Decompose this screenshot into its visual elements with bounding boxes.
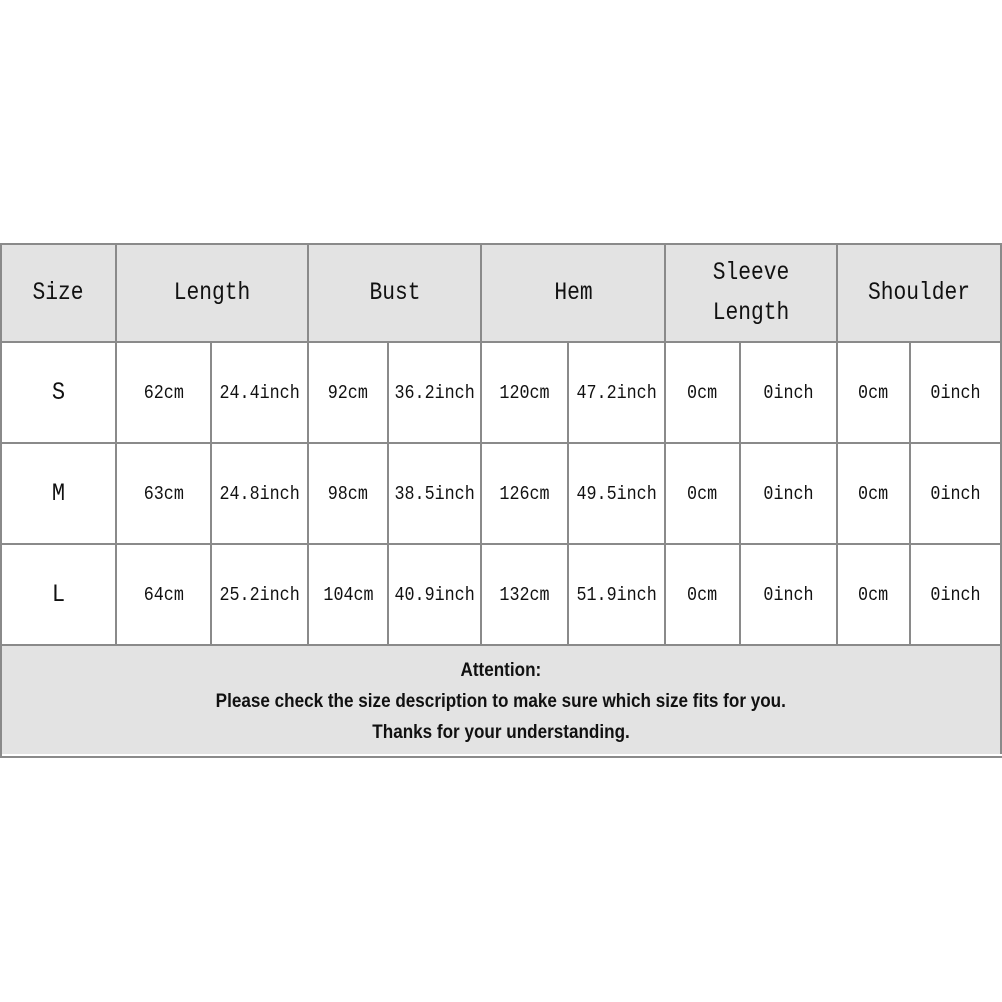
length-inch-cell: 24.8inch	[212, 444, 309, 545]
table-header-row	[2, 245, 1002, 343]
hem-cm-cell: 132cm	[482, 545, 569, 646]
shoulder-cm-cell: 0cm	[838, 343, 911, 444]
attention-note	[2, 646, 1002, 754]
attention-line-1: Please check the size description to make sure which size fits for you.	[215, 691, 787, 712]
bust-cm-cell: 104cm	[309, 545, 389, 646]
sleeve-inch-cell: 0inch	[741, 545, 838, 646]
header-shoulder: Shoulder	[838, 245, 1002, 343]
hem-inch-cell: 51.9inch	[569, 545, 666, 646]
header-sleeve-length: Sleeve Length	[666, 245, 838, 343]
size-cell: M	[2, 444, 117, 545]
attention-line-2: Thanks for your understanding.	[372, 722, 630, 743]
header-bust: Bust	[309, 245, 482, 343]
bust-inch-cell: 38.5inch	[389, 444, 482, 545]
length-inch-cell: 24.4inch	[212, 343, 309, 444]
header-length: Length	[117, 245, 309, 343]
sleeve-cm-cell: 0cm	[666, 545, 741, 646]
shoulder-inch-cell: 0inch	[911, 545, 1002, 646]
bust-inch-cell: 40.9inch	[389, 545, 482, 646]
sleeve-inch-cell: 0inch	[741, 343, 838, 444]
bust-cm-cell: 92cm	[309, 343, 389, 444]
size-table	[2, 245, 1002, 646]
attention-title: Attention:	[460, 660, 542, 681]
length-cm-cell: 62cm	[117, 343, 212, 444]
hem-inch-cell: 49.5inch	[569, 444, 666, 545]
header-size: Size	[2, 245, 117, 343]
hem-cm-cell: 120cm	[482, 343, 569, 444]
size-cell: L	[2, 545, 117, 646]
length-cm-cell: 63cm	[117, 444, 212, 545]
header-hem: Hem	[482, 245, 666, 343]
size-chart	[0, 243, 1002, 758]
table-row	[2, 343, 1002, 444]
sleeve-inch-cell: 0inch	[741, 444, 838, 545]
size-cell: S	[2, 343, 117, 444]
sleeve-cm-cell: 0cm	[666, 343, 741, 444]
table-row	[2, 545, 1002, 646]
bust-cm-cell: 98cm	[309, 444, 389, 545]
shoulder-cm-cell: 0cm	[838, 545, 911, 646]
shoulder-inch-cell: 0inch	[911, 343, 1002, 444]
shoulder-inch-cell: 0inch	[911, 444, 1002, 545]
bust-inch-cell: 36.2inch	[389, 343, 482, 444]
length-cm-cell: 64cm	[117, 545, 212, 646]
sleeve-cm-cell: 0cm	[666, 444, 741, 545]
hem-inch-cell: 47.2inch	[569, 343, 666, 444]
length-inch-cell: 25.2inch	[212, 545, 309, 646]
shoulder-cm-cell: 0cm	[838, 444, 911, 545]
table-row	[2, 444, 1002, 545]
hem-cm-cell: 126cm	[482, 444, 569, 545]
